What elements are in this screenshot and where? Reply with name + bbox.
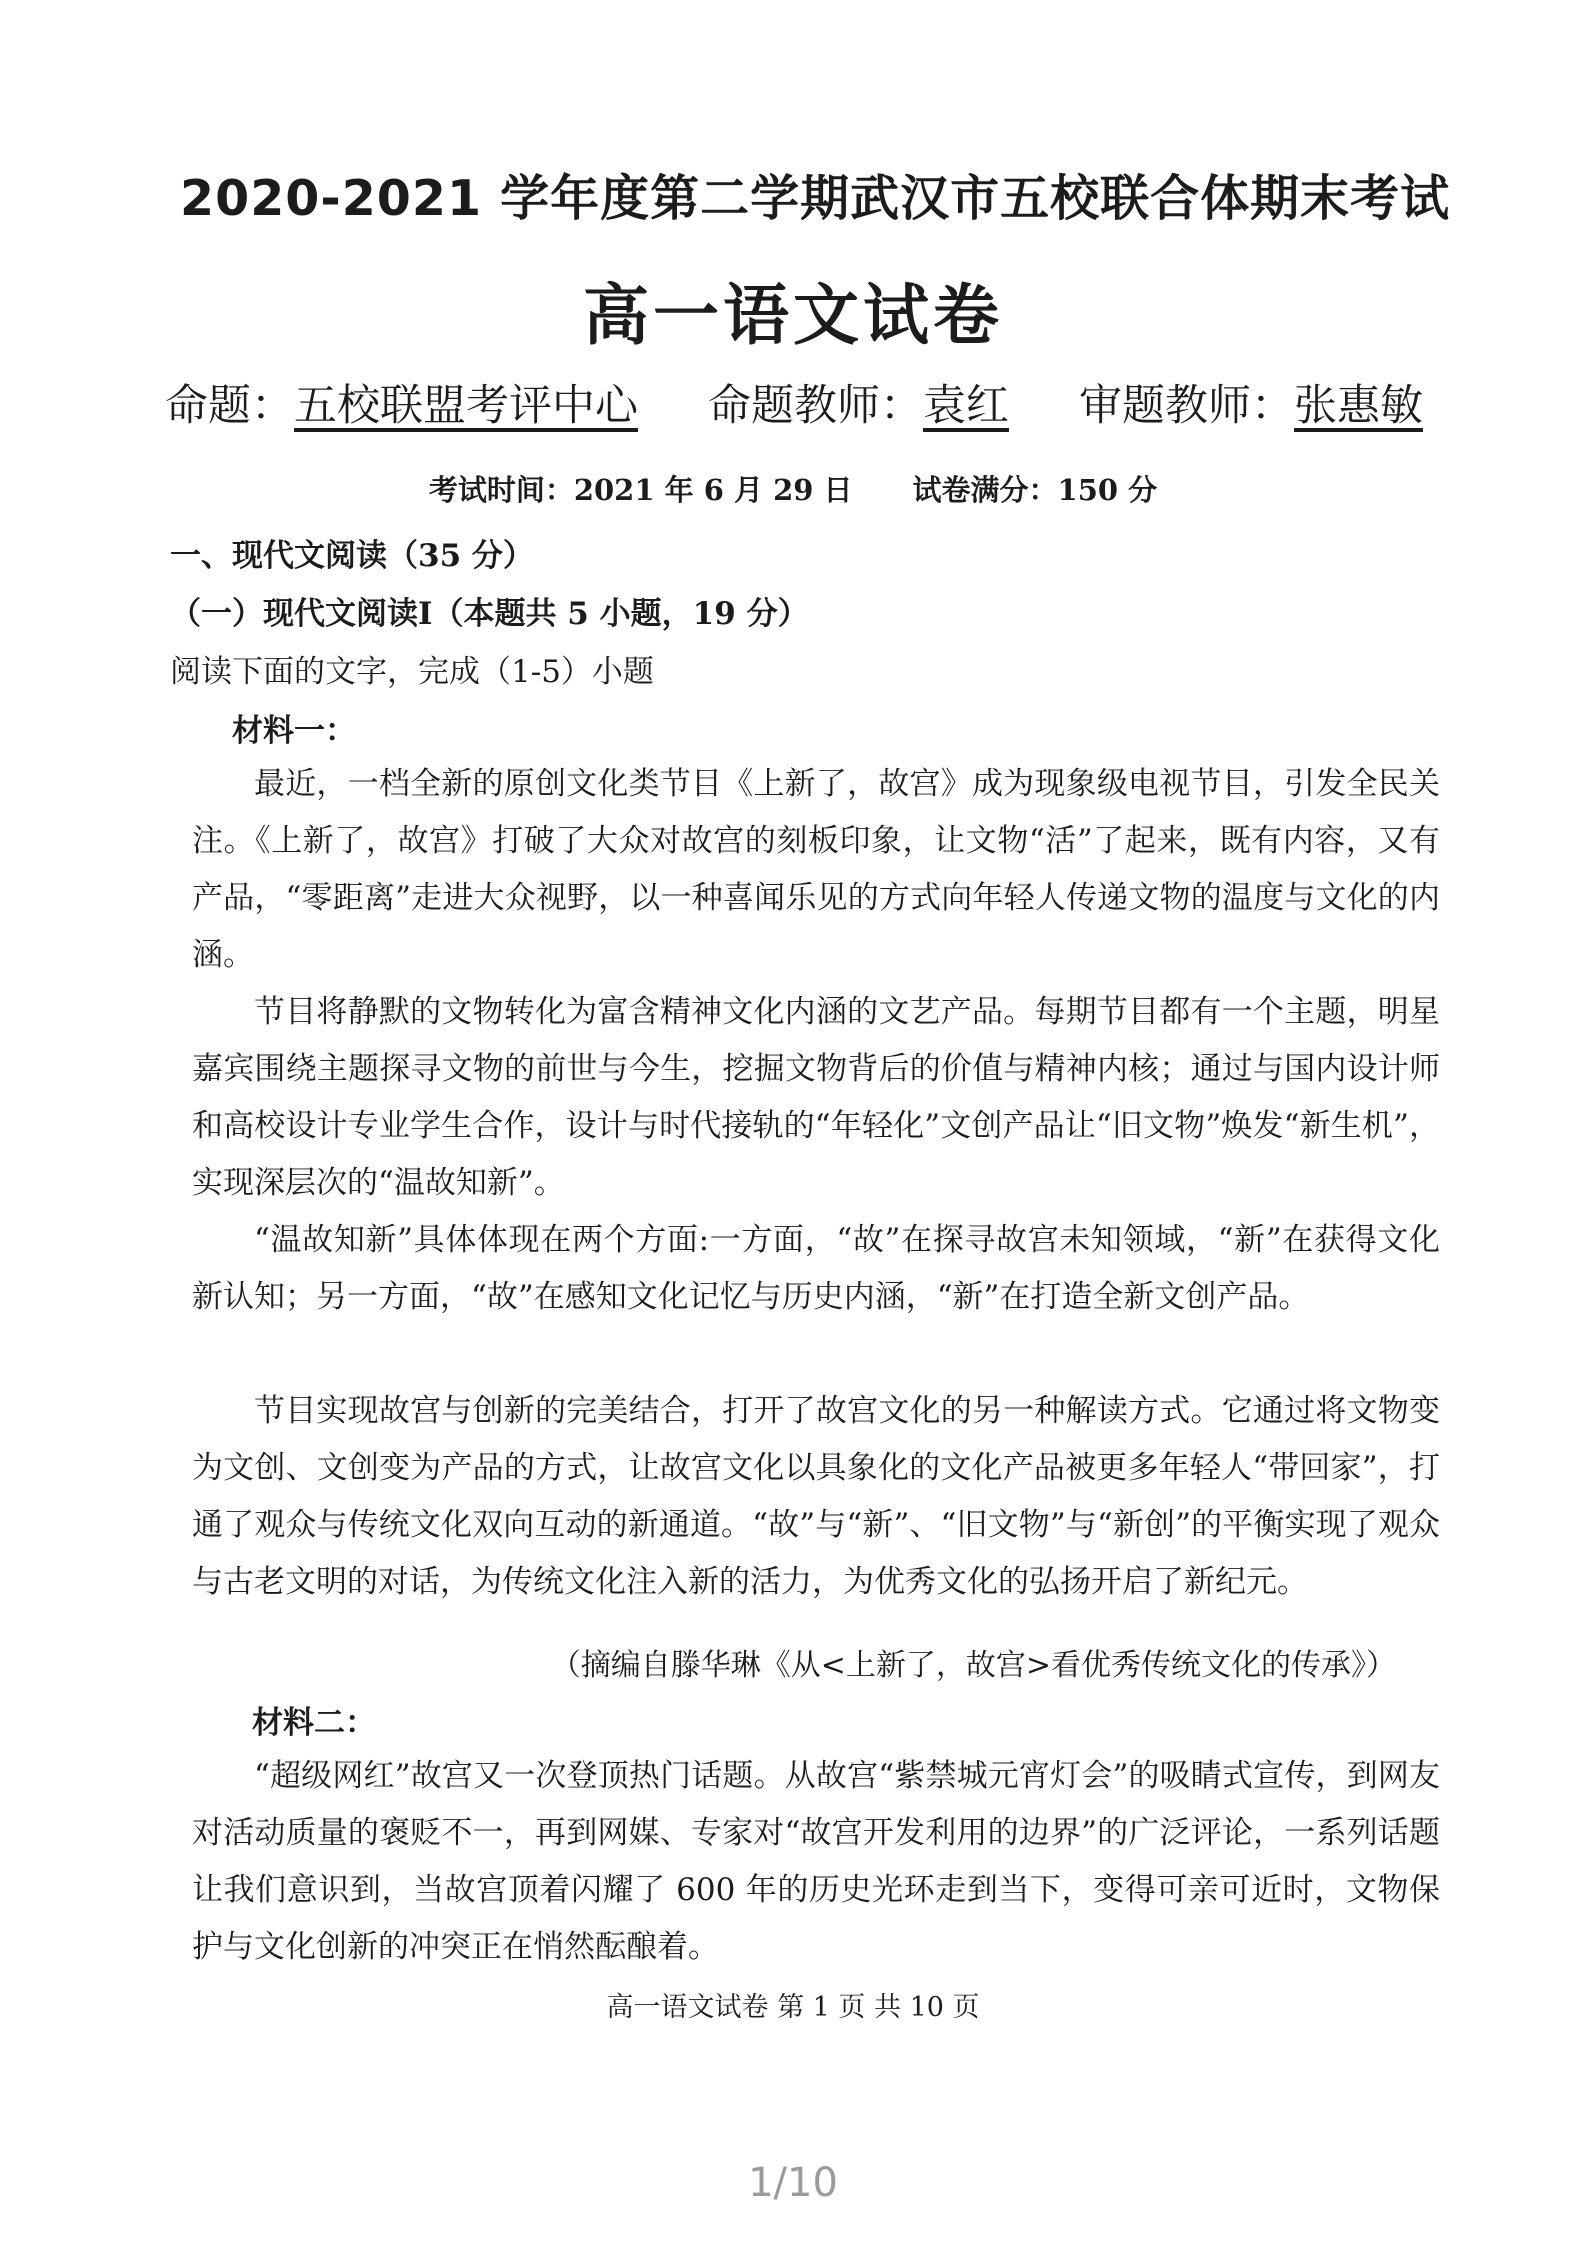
sub-section-heading: （一）现代文阅读Ⅰ（本题共 5 小题，19 分） bbox=[170, 596, 809, 632]
page-indicator: 1/10 bbox=[748, 2160, 838, 2206]
instruction: 阅读下面的文字，完成（1-5）小题 bbox=[170, 654, 654, 690]
setter-value: 五校联盟考评中心 bbox=[294, 381, 638, 431]
exam-score: 试卷满分：150 分 bbox=[912, 473, 1158, 507]
section-heading: 一、现代文阅读（35 分） bbox=[170, 538, 534, 574]
reviewer-label: 审题教师： bbox=[1079, 381, 1294, 431]
exam-time: 考试时间：2021 年 6 月 29 日 bbox=[428, 473, 853, 507]
paragraph: 节目实现故宫与创新的完美结合，打开了故宫文化的另一种解读方式。它通过将文物变为文创、文创变为产品的方式，让故宫文化以具象化的文化产品被更多年轻人“带回家”，打通了观众与传统文化双向互动的新通道。“故”与“新”、“旧文物”与“新创”的平衡实现了观众与古老文明的对话，为传统文化注入新的活力，为优秀文化的弘扬开启了新纪元。 bbox=[192, 1393, 1441, 1600]
paragraph: 最近，一档全新的原创文化类节目《上新了，故宫》成为现象级电视节目，引发全民关注。《上新了，故宫》打破了大众对故宫的刻板印象，让文物“活”了起来，既有内容，又有产品，“零距离”走进大众视野，以一种喜闻乐见的方式向年轻人传递文物的温度与文化的内涵。 bbox=[192, 766, 1440, 973]
exam-info bbox=[0, 468, 1586, 509]
credits-line bbox=[165, 372, 1485, 433]
material-2-label: 材料二： bbox=[252, 1705, 376, 1741]
source-citation: （摘编自滕华琳《从<上新了，故宫>看优秀传统文化的传承》） bbox=[550, 1648, 1396, 1683]
teacher-label: 命题教师： bbox=[708, 381, 923, 431]
reviewer-value: 张惠敏 bbox=[1294, 381, 1423, 431]
paragraph: “温故知新”具体体现在两个方面:一方面，“故”在探寻故宫未知领域，“新”在获得文化新认知；另一方面，“故”在感知文化记忆与历史内涵，“新”在打造全新文创产品。 bbox=[192, 1222, 1440, 1315]
setter-label: 命题： bbox=[165, 381, 294, 431]
teacher-value: 袁红 bbox=[923, 381, 1009, 431]
page-footer: 高一语文试卷 第 1 页 共 10 页 bbox=[606, 1992, 980, 2023]
paper-title: 高一语文试卷 bbox=[583, 277, 1003, 354]
paragraph: “超级网红”故宫又一次登顶热门话题。从故宫“紫禁城元宵灯会”的吸睛式宣传，到网友对活动质量的褒贬不一，再到网媒、专家对“故宫开发利用的边界”的广泛评论，一系列话题让我们意识到，当故宫顶着闪耀了 600 年的历史光环走到当下，变得可亲可近时，文物保护与文化创新的冲突正在悄然酝酿着。 bbox=[192, 1758, 1440, 1965]
exam-title: 2020-2021 学年度第二学期武汉市五校联合体期末考试 bbox=[180, 170, 1451, 227]
paragraph: 节目将静默的文物转化为富含精神文化内涵的文艺产品。每期节目都有一个主题，明星嘉宾围绕主题探寻文物的前世与今生，挖掘文物背后的价值与精神内核；通过与国内设计师和高校设计专业学生合作，设计与时代接轨的“年轻化”文创产品让“旧文物”焕发“新生机”，实现深层次的“温故知新”。 bbox=[192, 994, 1440, 1201]
material-1-label: 材料一： bbox=[232, 713, 356, 749]
